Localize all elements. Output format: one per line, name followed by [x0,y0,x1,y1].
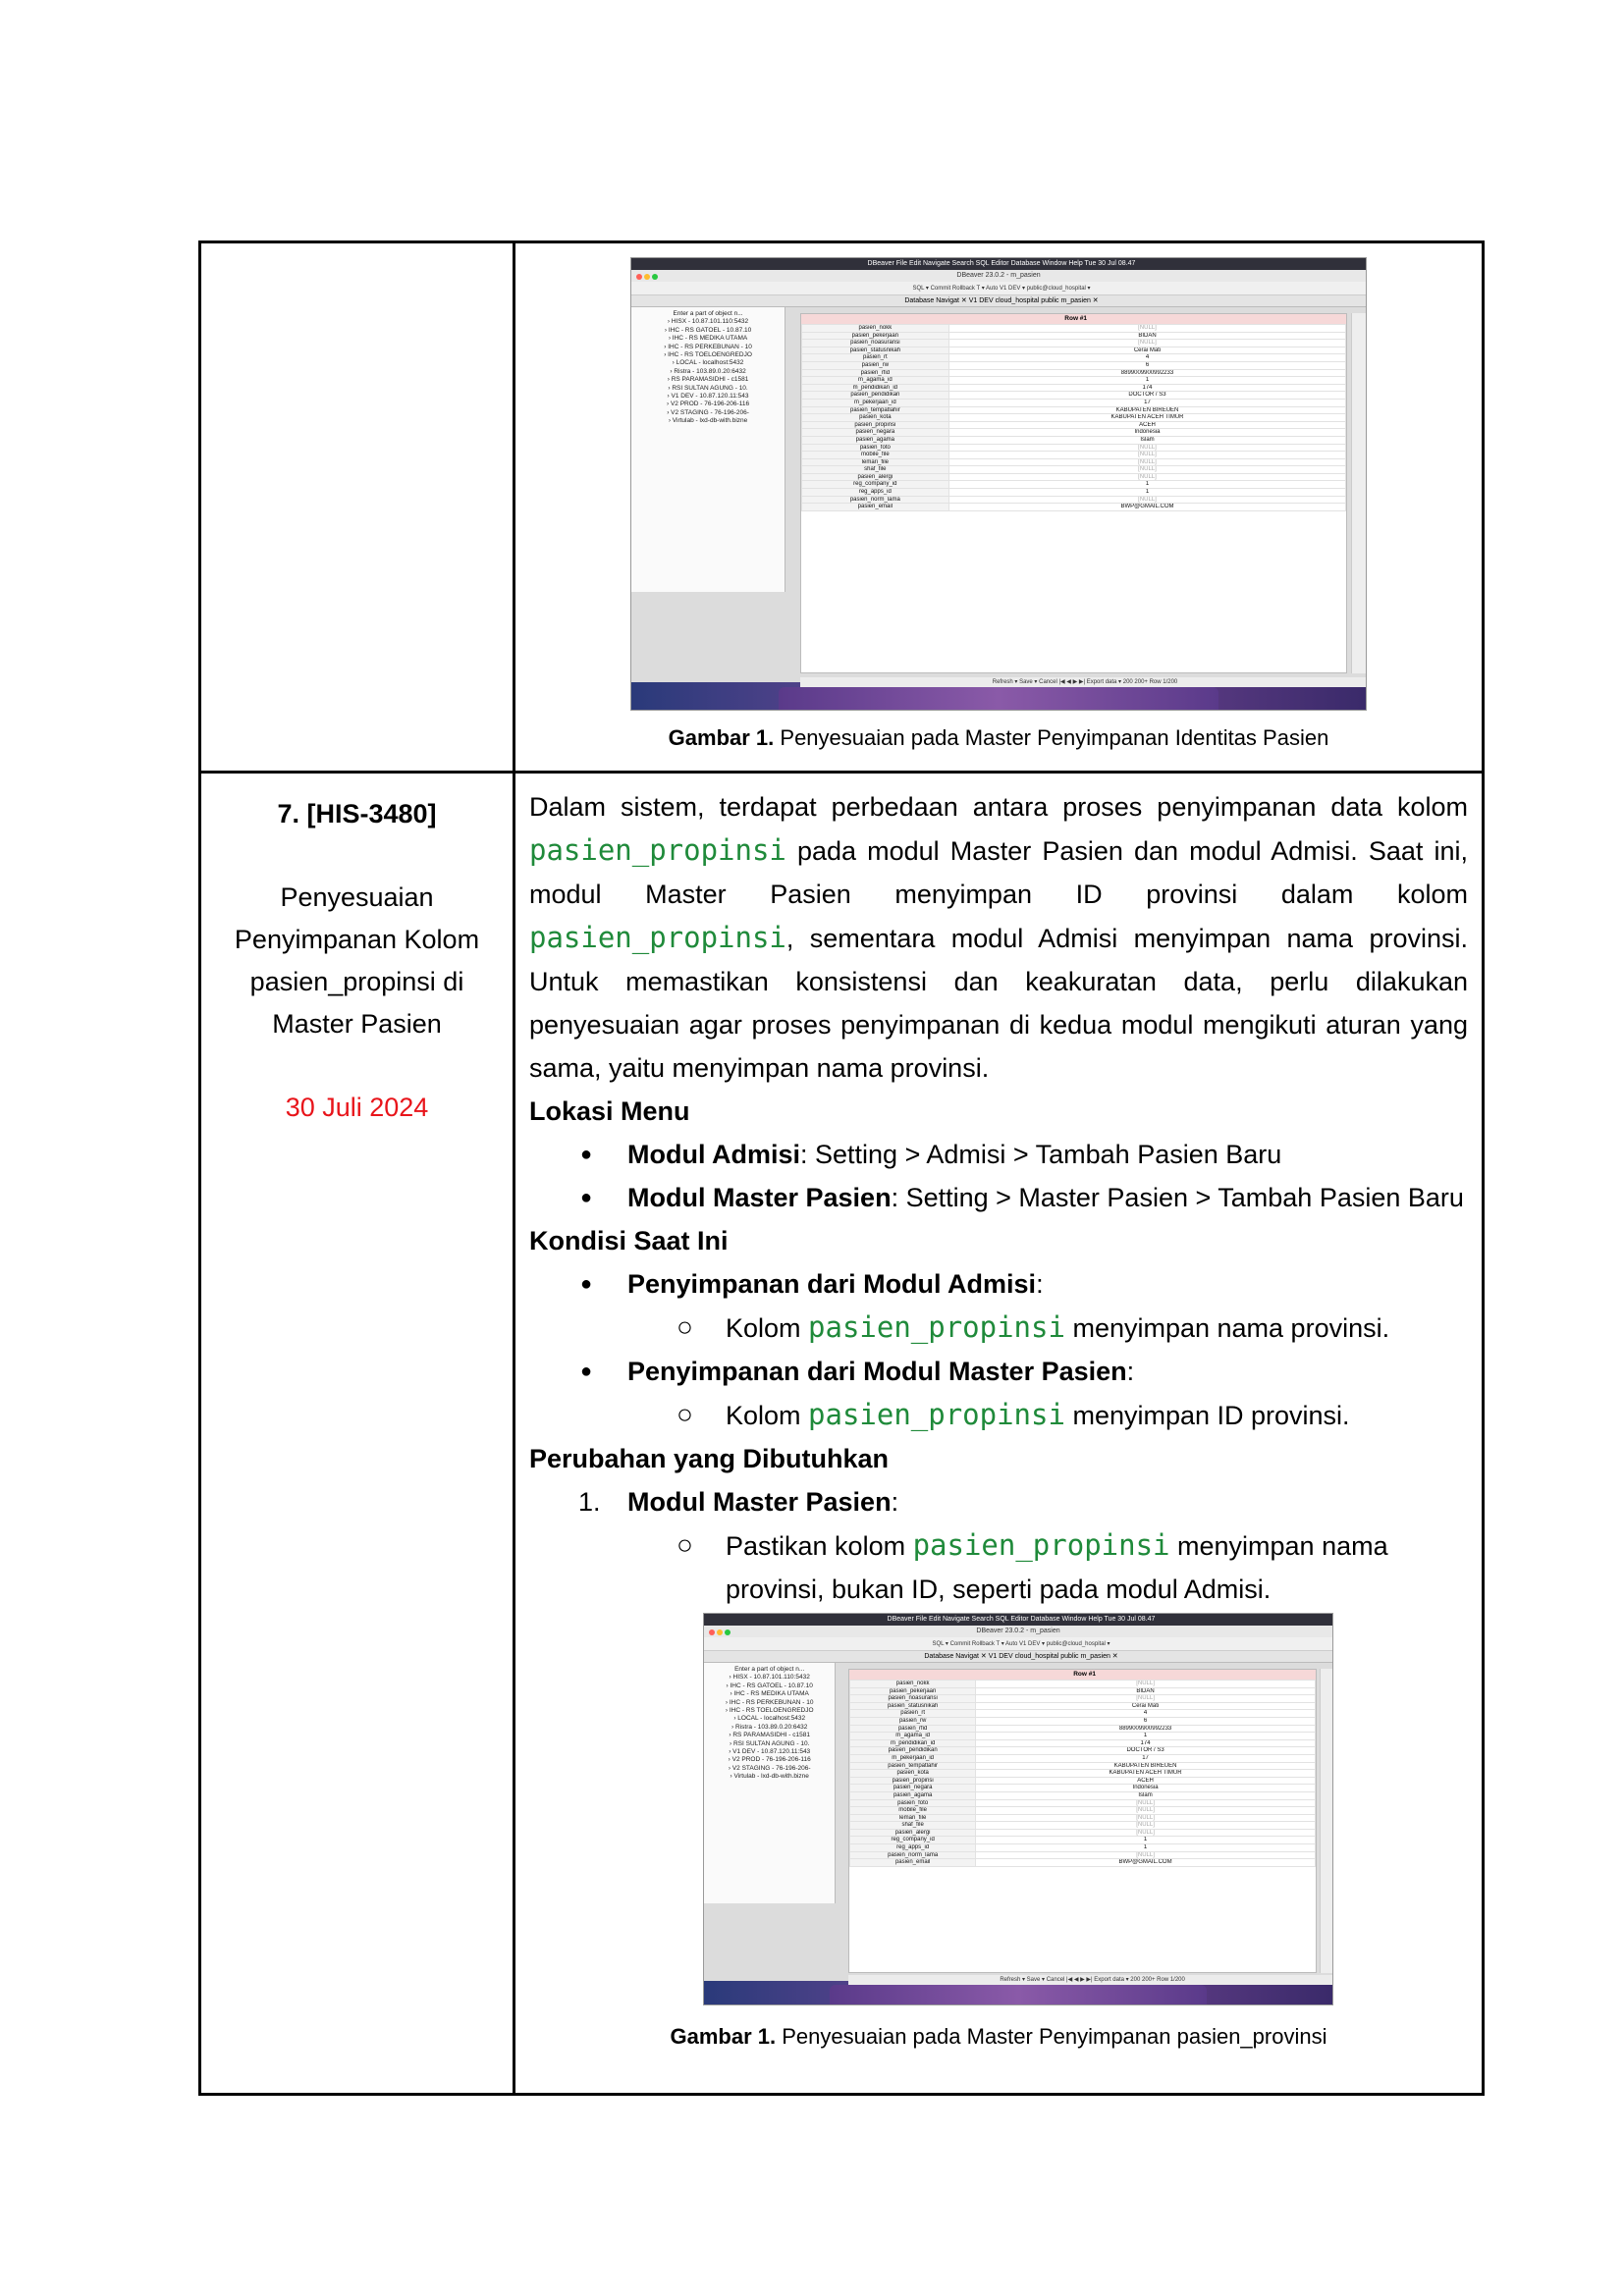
table-row [802,421,1346,429]
column-name: pasien_propinsi [802,421,949,429]
column-value: 8899009900992233 [948,369,1346,377]
column-name: m_pendidikan_id [802,384,949,392]
list-item: ● Modul Master Pasien: Setting > Master Pasien > Tambah Pasien Baru [529,1176,1468,1219]
record-table [849,1680,1316,1867]
table-row [802,452,1346,459]
list-item: ● Modul Admisi: Setting > Admisi > Tambah Pasien Baru [529,1133,1468,1176]
navigator-item: › Ristra - 103.89.0.20:6432 [731,1723,808,1731]
column-value: [NULL] [948,452,1346,459]
navigator-item: › Virtulab - lxd-db-with.bizne [730,1773,809,1781]
list-item: ○ Pastikan kolom pasien_propinsi menyimpan nama provinsi, bukan ID, seperti pada modul Admisi. [529,1523,1468,1611]
issue-date: 30 Juli 2024 [285,1093,429,1122]
table-row [850,1791,1316,1799]
navigator-item: › V2 STAGING - 76-196-206- [728,1764,811,1772]
navigator-item: › IHC - RS TOELOENGREDJO [725,1707,814,1715]
column-name: lemari_file [850,1814,976,1822]
table-row [850,1717,1316,1725]
toolbar: SQL ▾ Commit Rollback T ▾ Auto V1 DEV ▾ public@cloud_hospital ▾ [631,282,1366,295]
issue-info-cell [200,773,514,2095]
window-title-text: DBeaver 23.0.2 - m_pasien [956,272,1041,279]
table-row [802,436,1346,444]
column-value: [NULL] [976,1807,1316,1815]
table-row [850,1762,1316,1770]
column-name: pasien_statusnikah [850,1702,976,1710]
column-name: pasien_rw [802,361,949,369]
kondisi-list [529,1350,1468,1393]
table-row [850,1695,1316,1703]
grid-status-bar: Refresh ▾ Save ▾ Cancel |◀ ◀ ▶ ▶| Export data ▾ 200 200+ Row 1/200 [800,677,1366,687]
column-value: ACEH [976,1777,1316,1785]
section-heading-perubahan: Perubahan yang Dibutuhkan [529,1444,890,1473]
column-name: pasien_kota [850,1770,976,1778]
left-cell-empty [200,242,514,773]
database-navigator [704,1663,836,1903]
table-row [850,1859,1316,1867]
navigator-item: › V1 DEV - 10.87.120.11:543 [729,1748,811,1756]
kondisi-sublist [529,1393,1468,1437]
column-value: [NULL] [948,458,1346,466]
table-row [850,1799,1316,1807]
column-name: pasien_nokk [850,1681,976,1688]
column-name: pasien_rw [850,1717,976,1725]
right-cell-figure-1 [514,242,1484,773]
column-value: [NULL] [948,466,1346,474]
navigator-item: › V2 PROD - 76-196-206-116 [667,400,750,408]
column-value: [NULL] [976,1814,1316,1822]
kondisi-list [529,1262,1468,1306]
column-value: 4 [948,354,1346,362]
navigator-filter: Enter a part of object n... [673,310,743,317]
table-row [850,1851,1316,1859]
window-dot [644,274,650,280]
column-value: [NULL] [976,1822,1316,1830]
figure-caption: Gambar 1. Penyesuaian pada Master Penyimpanan Identitas Pasien [668,725,1329,750]
macos-dock [779,687,1219,710]
table-row [850,1822,1316,1830]
grid-header: Row #1 [801,314,1346,324]
column-value: 1 [976,1837,1316,1844]
column-value: Islam [948,436,1346,444]
table-row [850,1807,1316,1815]
column-name: pasien_agama [850,1791,976,1799]
column-name: pasien_noasuransi [850,1695,976,1703]
dbeaver-screenshot [703,1613,1333,2005]
table-row [802,347,1346,354]
column-value: BWP@GMAIL.COM [948,504,1346,511]
column-name: pasien_pendidikan [850,1747,976,1755]
navigator-item: › HISX - 10.87.101.110:5432 [667,318,749,326]
column-name: pasien_propinsi [850,1777,976,1785]
column-name: shaf_file [802,466,949,474]
table-row [802,429,1346,437]
column-name: pasien_pekerjaan [802,332,949,340]
table-row [850,1747,1316,1755]
issue-description-cell [514,773,1484,2095]
column-name: pasien_norm_lama [802,496,949,504]
window-dot [636,274,642,280]
column-name: m_agama_id [850,1733,976,1740]
navigator-item: › V2 PROD - 76-196-206-116 [728,1756,811,1764]
column-name: reg_apps_id [850,1844,976,1852]
table-row [850,1733,1316,1740]
column-value: Indonesia [976,1785,1316,1792]
column-name: pasien_rt [802,354,949,362]
table-row [850,1687,1316,1695]
table-row [200,773,1484,2095]
table-row [850,1739,1316,1747]
perubahan-sublist [529,1523,1468,1611]
grid-header: Row #1 [849,1670,1316,1680]
column-name: pasien_foto [802,444,949,452]
table-row [802,361,1346,369]
column-name: m_pekerjaan_id [802,399,949,406]
window-dot [709,1629,715,1635]
macos-dock [830,1985,1207,2004]
dbeaver-screenshot [630,257,1367,711]
menu-bar: DBeaver File Edit Navigate Search SQL Editor Database Window Help Tue 30 Jul 08.47 [631,258,1366,270]
column-value: [NULL] [948,444,1346,452]
column-value: KABUPATEN ACEH TIMUR [948,414,1346,422]
navigator-item: › IHC - RS GATOEL - 10.87.10 [726,1682,813,1689]
column-name: pasien_alergi [850,1829,976,1837]
column-name: shaf_file [850,1822,976,1830]
list-item: ● Penyimpanan dari Modul Master Pasien: [529,1350,1468,1393]
table-row [802,354,1346,362]
column-name: pasien_rfid [850,1725,976,1733]
table-row [850,1844,1316,1852]
table-row [802,377,1346,385]
column-name: pasien_nokk [802,325,949,333]
table-row [802,384,1346,392]
column-name: pasien_noasuransi [802,340,949,347]
table-row [850,1754,1316,1762]
table-row [850,1814,1316,1822]
column-name: mobile_file [850,1807,976,1815]
column-name: pasien_rfid [802,369,949,377]
table-row [850,1785,1316,1792]
column-name: pasien_negara [850,1785,976,1792]
navigator-item: › Ristra - 103.89.0.20:6432 [670,367,746,375]
column-name: pasien_tempatlahir [850,1762,976,1770]
column-value: [NULL] [976,1799,1316,1807]
column-name: pasien_kota [802,414,949,422]
column-value: 17 [948,399,1346,406]
column-value: 4 [976,1710,1316,1718]
navigator-item: › RS PARAMASIDHI - c1581 [667,376,749,384]
table-row [850,1710,1316,1718]
panels-sidebar [1320,1669,1332,1973]
toolbar: SQL ▾ Commit Rollback T ▾ Auto V1 DEV ▾ public@cloud_hospital ▾ [704,1637,1332,1651]
column-value: [NULL] [948,473,1346,481]
window-dot [652,274,658,280]
navigator-item: › RSI SULTAN AGUNG - 10. [730,1739,810,1747]
editor-tabs: Database Navigat ✕ V1 DEV cloud_hospital public m_pasien ✕ [704,1651,1332,1663]
table-row [802,504,1346,511]
navigator-item: › HISX - 10.87.101.110:5432 [729,1674,810,1682]
section-heading-kondisi: Kondisi Saat Ini [529,1226,729,1255]
column-name: pasien_email [802,504,949,511]
column-value: BIDAN [948,332,1346,340]
numbered-item: 1. Modul Master Pasien: [578,1487,899,1517]
column-value: KABUPATEN BIREUEN [976,1762,1316,1770]
table-row [802,369,1346,377]
issue-id: 7. [HIS-3480] [277,799,437,828]
column-value: 6 [948,361,1346,369]
column-value: Indonesia [948,429,1346,437]
column-name: m_agama_id [802,377,949,385]
column-name: pasien_alergi [802,473,949,481]
column-value: 8899009900992233 [976,1725,1316,1733]
table-row [850,1702,1316,1710]
navigator-item: › IHC - RS MEDIKA UTAMA [668,335,748,343]
column-name: pasien_pekerjaan [850,1687,976,1695]
navigator-filter: Enter a part of object n... [734,1666,805,1673]
column-name: pasien_email [850,1859,976,1867]
column-value: Cerai Mati [948,347,1346,354]
column-value: 1 [948,489,1346,497]
column-name: m_pendidikan_id [850,1739,976,1747]
document-table [198,240,1485,2096]
table-row [802,481,1346,489]
record-table [801,324,1346,511]
column-name: pasien_rt [850,1710,976,1718]
database-navigator [631,307,785,592]
editor-tabs: Database Navigat ✕ V1 DEV cloud_hospital public m_pasien ✕ [631,295,1366,307]
navigator-item: › IHC - RS MEDIKA UTAMA [730,1690,809,1698]
record-grid [800,313,1347,673]
column-name: pasien_norm_lama [850,1851,976,1859]
navigator-item: › IHC - RS PERKEBUNAN - 10 [725,1698,814,1706]
column-value: 6 [976,1717,1316,1725]
navigator-item: › LOCAL - localhost:5432 [672,359,744,367]
menu-bar: DBeaver File Edit Navigate Search SQL Editor Database Window Help Tue 30 Jul 08.47 [704,1614,1332,1626]
column-value: KABUPATEN BIREUEN [948,406,1346,414]
table-row [850,1837,1316,1844]
column-value: 1 [948,481,1346,489]
column-name: pasien_statusnikah [802,347,949,354]
column-name: pasien_tempatlahir [802,406,949,414]
grid-status-bar: Refresh ▾ Save ▾ Cancel |◀ ◀ ▶ ▶| Export data ▾ 200 200+ Row 1/200 [848,1975,1332,1985]
column-name: pasien_agama [802,436,949,444]
column-name: pasien_negara [802,429,949,437]
table-row [802,332,1346,340]
list-item: ● Penyimpanan dari Modul Admisi: [529,1262,1468,1306]
figure-1 [515,257,1482,753]
column-value: [NULL] [976,1695,1316,1703]
navigator-item: › V1 DEV - 10.87.120.11:543 [667,393,749,400]
issue-title: Penyesuaian Penyimpanan Kolom pasien_propinsi di Master Pasien [234,882,480,1039]
column-value: 174 [976,1739,1316,1747]
window-title-text: DBeaver 23.0.2 - m_pasien [976,1628,1060,1634]
column-value: 1 [948,377,1346,385]
column-name: reg_company_id [802,481,949,489]
section-heading-lokasi: Lokasi Menu [529,1096,690,1126]
column-name: reg_apps_id [802,489,949,497]
column-name: lemari_file [802,458,949,466]
column-value: 1 [976,1733,1316,1740]
record-grid [848,1669,1317,1973]
column-name: mobile_file [802,452,949,459]
column-name: m_pekerjaan_id [850,1754,976,1762]
table-row [850,1725,1316,1733]
column-value: BIDAN [976,1687,1316,1695]
column-value: 17 [976,1754,1316,1762]
window-title [704,1626,1332,1637]
column-value: [NULL] [976,1681,1316,1688]
table-row [802,458,1346,466]
list-item: ○ Kolom pasien_propinsi menyimpan ID provinsi. [529,1393,1468,1437]
table-row [802,340,1346,347]
table-row [802,406,1346,414]
navigator-item: › RSI SULTAN AGUNG - 10. [668,384,748,392]
column-value: KABUPATEN ACEH TIMUR [976,1770,1316,1778]
navigator-item: › IHC - RS PERKEBUNAN - 10 [664,343,752,350]
column-name: pasien_pendidikan [802,392,949,400]
table-row [802,392,1346,400]
column-value: [NULL] [976,1851,1316,1859]
table-row [802,496,1346,504]
figure-2 [529,1613,1468,2052]
list-item: ○ Kolom pasien_propinsi menyimpan nama provinsi. [529,1306,1468,1350]
column-value: DOCTOR / S3 [976,1747,1316,1755]
table-row [850,1681,1316,1688]
column-value: [NULL] [948,340,1346,347]
column-name: reg_company_id [850,1837,976,1844]
table-row [802,399,1346,406]
navigator-item: › LOCAL - localhost:5432 [733,1715,806,1723]
kondisi-sublist [529,1306,1468,1350]
lokasi-list [529,1133,1468,1219]
column-value: DOCTOR / S3 [948,392,1346,400]
navigator-item: › IHC - RS GATOEL - 10.87.10 [664,326,752,334]
navigator-item: › RS PARAMASIDHI - c1581 [729,1732,810,1739]
window-dot [717,1629,723,1635]
navigator-item: › V2 STAGING - 76-196-206- [667,408,749,416]
column-name: pasien_foto [850,1799,976,1807]
table-row [802,444,1346,452]
column-value: [NULL] [948,325,1346,333]
table-row [802,473,1346,481]
table-row [802,489,1346,497]
column-value: BWP@GMAIL.COM [976,1859,1316,1867]
column-value: Islam [976,1791,1316,1799]
table-row [200,242,1484,773]
column-value: 174 [948,384,1346,392]
column-value: Cerai Mati [976,1702,1316,1710]
table-row [850,1829,1316,1837]
intro-paragraph: Dalam sistem, terdapat perbedaan antara proses penyimpanan data kolom pasien_propinsi pada modul Master Pasien dan modul Admisi. Saat ini, modul Master Pasien menyimpan ID provinsi dalam kolom pasien_propinsi, sementara modul Admisi menyimpan nama provinsi. Untuk memastikan konsistensi dan keakuratan data, perlu dilakukan penyesuaian agar proses penyimpanan di kedua modul mengikuti aturan yang sama, yaitu menyimpan nama provinsi. [529,792,1468,1083]
column-value: ACEH [948,421,1346,429]
table-row [850,1770,1316,1778]
figure-caption: Gambar 1. Penyesuaian pada Master Penyimpanan pasien_provinsi [670,2024,1327,2049]
table-row [802,325,1346,333]
window-title [631,270,1366,282]
panels-sidebar [1351,313,1366,673]
table-row [802,414,1346,422]
navigator-item: › IHC - RS TOELOENGREDJO [664,351,752,359]
table-row [802,466,1346,474]
table-row [850,1777,1316,1785]
column-value: [NULL] [976,1829,1316,1837]
navigator-item: › Virtulab - lxd-db-with.bizne [668,417,748,425]
window-dot [725,1629,731,1635]
column-value: 1 [976,1844,1316,1852]
column-value: [NULL] [948,496,1346,504]
